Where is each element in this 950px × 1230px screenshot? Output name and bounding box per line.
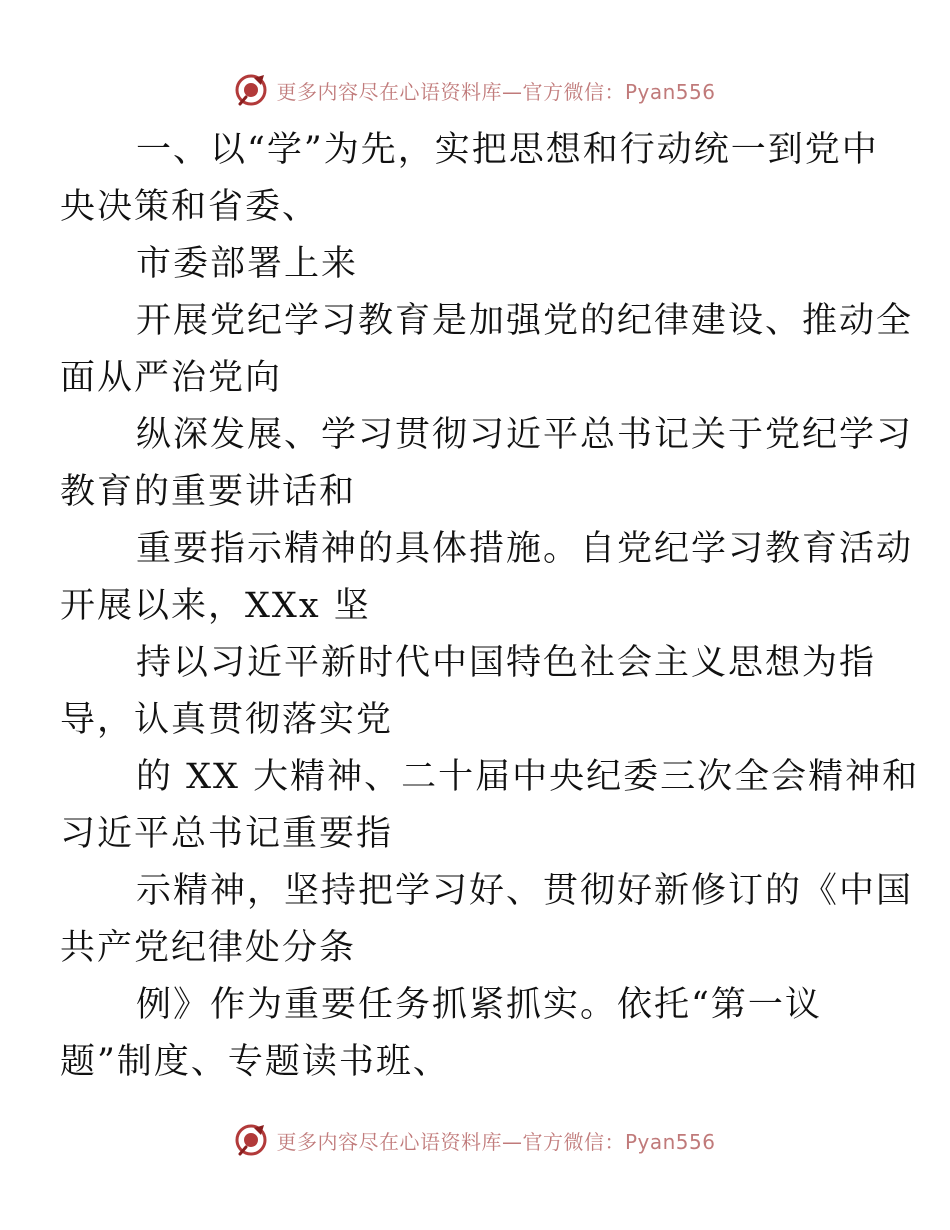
paragraph-line: 纵深发展、学习贯彻习近平总书记关于党纪学习 xyxy=(136,415,914,455)
document-body xyxy=(60,122,920,1091)
footer-banner-text: 更多内容尽在心语资料库—官方微信：Pyan556 xyxy=(276,1129,716,1154)
paragraph-line: 习近平总书记重要指 xyxy=(60,814,394,854)
paragraph xyxy=(60,749,920,863)
paragraph xyxy=(98,236,858,293)
pen-logo-icon xyxy=(234,73,268,107)
paragraph xyxy=(60,977,858,1091)
paragraph-line: 的 XX 大精神、二十届中央纪委三次全会精神和 xyxy=(136,757,920,797)
paragraph-line: 央决策和省委、 xyxy=(60,187,320,227)
paragraph-line: 市委部署上来 xyxy=(136,244,359,284)
paragraph-line: 持以习近平新时代中国特色社会主义思想为指 xyxy=(136,643,877,683)
paragraph-line: 重要指示精神的具体措施。自党纪学习教育活动 xyxy=(136,529,914,569)
paragraph xyxy=(60,863,914,977)
pen-logo-icon xyxy=(234,1123,268,1157)
paragraph-line: 共产党纪律处分条 xyxy=(60,928,357,968)
header-banner xyxy=(0,70,950,110)
paragraph-line: 题”制度、专题读书班、 xyxy=(60,1042,450,1082)
paragraph-line: 面从严治党向 xyxy=(60,358,283,398)
paragraph xyxy=(60,122,879,236)
paragraph-line: 一、以“学”为先，实把思想和行动统一到党中 xyxy=(136,130,879,170)
paragraph-line: 例》作为重要任务抓紧抓实。依托“第一议 xyxy=(136,985,822,1025)
paragraph xyxy=(60,521,914,635)
header-banner-text: 更多内容尽在心语资料库—官方微信：Pyan556 xyxy=(276,79,716,104)
paragraph xyxy=(60,407,914,521)
footer-banner xyxy=(0,1120,950,1160)
paragraph-line: 示精神，坚持把学习好、贯彻好新修订的《中国 xyxy=(136,871,914,911)
paragraph-line: 导，认真贯彻落实党 xyxy=(60,700,394,740)
paragraph xyxy=(60,293,914,407)
paragraph xyxy=(60,635,877,749)
paragraph-line: 开展党纪学习教育是加强党的纪律建设、推动全 xyxy=(136,301,914,341)
paragraph-line: 教育的重要讲话和 xyxy=(60,472,357,512)
paragraph-line: 开展以来，XXx 坚 xyxy=(60,586,371,626)
